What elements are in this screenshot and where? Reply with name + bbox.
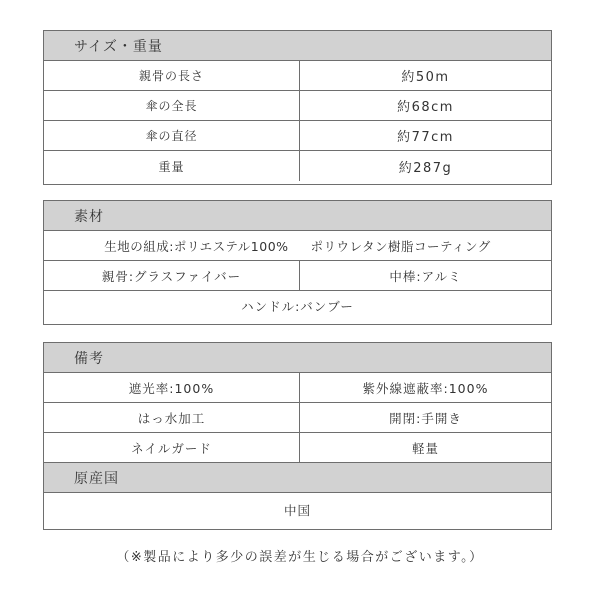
origin-value: 中国 bbox=[283, 503, 311, 518]
remark-item: はっ水加工 bbox=[44, 403, 300, 432]
spec-label: 傘の直径 bbox=[44, 121, 300, 150]
shaft-material: 中棒:アルミ bbox=[389, 268, 462, 284]
remarks-table bbox=[43, 342, 552, 530]
table-row bbox=[44, 493, 551, 527]
spec-value: 約68cm bbox=[397, 100, 454, 115]
size-weight-table bbox=[43, 30, 552, 185]
remarks-header: 備考 bbox=[44, 343, 551, 373]
remark-item: ネイルガード bbox=[44, 433, 300, 462]
table-row bbox=[44, 291, 551, 321]
table-row bbox=[44, 403, 551, 433]
footnote: （※製品により多少の誤差が生じる場合がございます。） bbox=[116, 550, 484, 565]
composition-text: 生地の組成:ポリエステル100% bbox=[104, 238, 289, 254]
origin-header: 原産国 bbox=[44, 463, 551, 493]
remark-item: 開閉:手開き bbox=[389, 410, 462, 426]
table-row bbox=[44, 61, 551, 91]
table-row bbox=[44, 261, 551, 291]
spec-label: 傘の全長 bbox=[44, 91, 300, 120]
table-row bbox=[44, 151, 551, 181]
spec-value: 約77cm bbox=[397, 130, 454, 145]
table-row bbox=[44, 433, 551, 463]
table-row bbox=[44, 91, 551, 121]
table-row bbox=[44, 373, 551, 403]
remark-item: 遮光率:100% bbox=[44, 373, 300, 402]
remark-item: 軽量 bbox=[411, 440, 439, 456]
material-table bbox=[43, 200, 552, 325]
size-weight-header: サイズ・重量 bbox=[44, 31, 551, 61]
spec-value: 約50m bbox=[401, 70, 450, 85]
handle-material: ハンドル:バンブー bbox=[241, 299, 354, 314]
coating-text: ポリウレタン樹脂コーティング bbox=[310, 238, 491, 254]
table-row bbox=[44, 231, 551, 261]
ribs-material: 親骨:グラスファイバー bbox=[44, 261, 300, 290]
fabric-composition bbox=[44, 231, 551, 260]
spec-label: 重量 bbox=[44, 151, 300, 181]
spec-value: 約287g bbox=[398, 160, 453, 176]
spec-label: 親骨の長さ bbox=[44, 61, 300, 90]
material-header: 素材 bbox=[44, 201, 551, 231]
table-row bbox=[44, 121, 551, 151]
remark-item: 紫外線遮蔽率:100% bbox=[362, 380, 489, 396]
